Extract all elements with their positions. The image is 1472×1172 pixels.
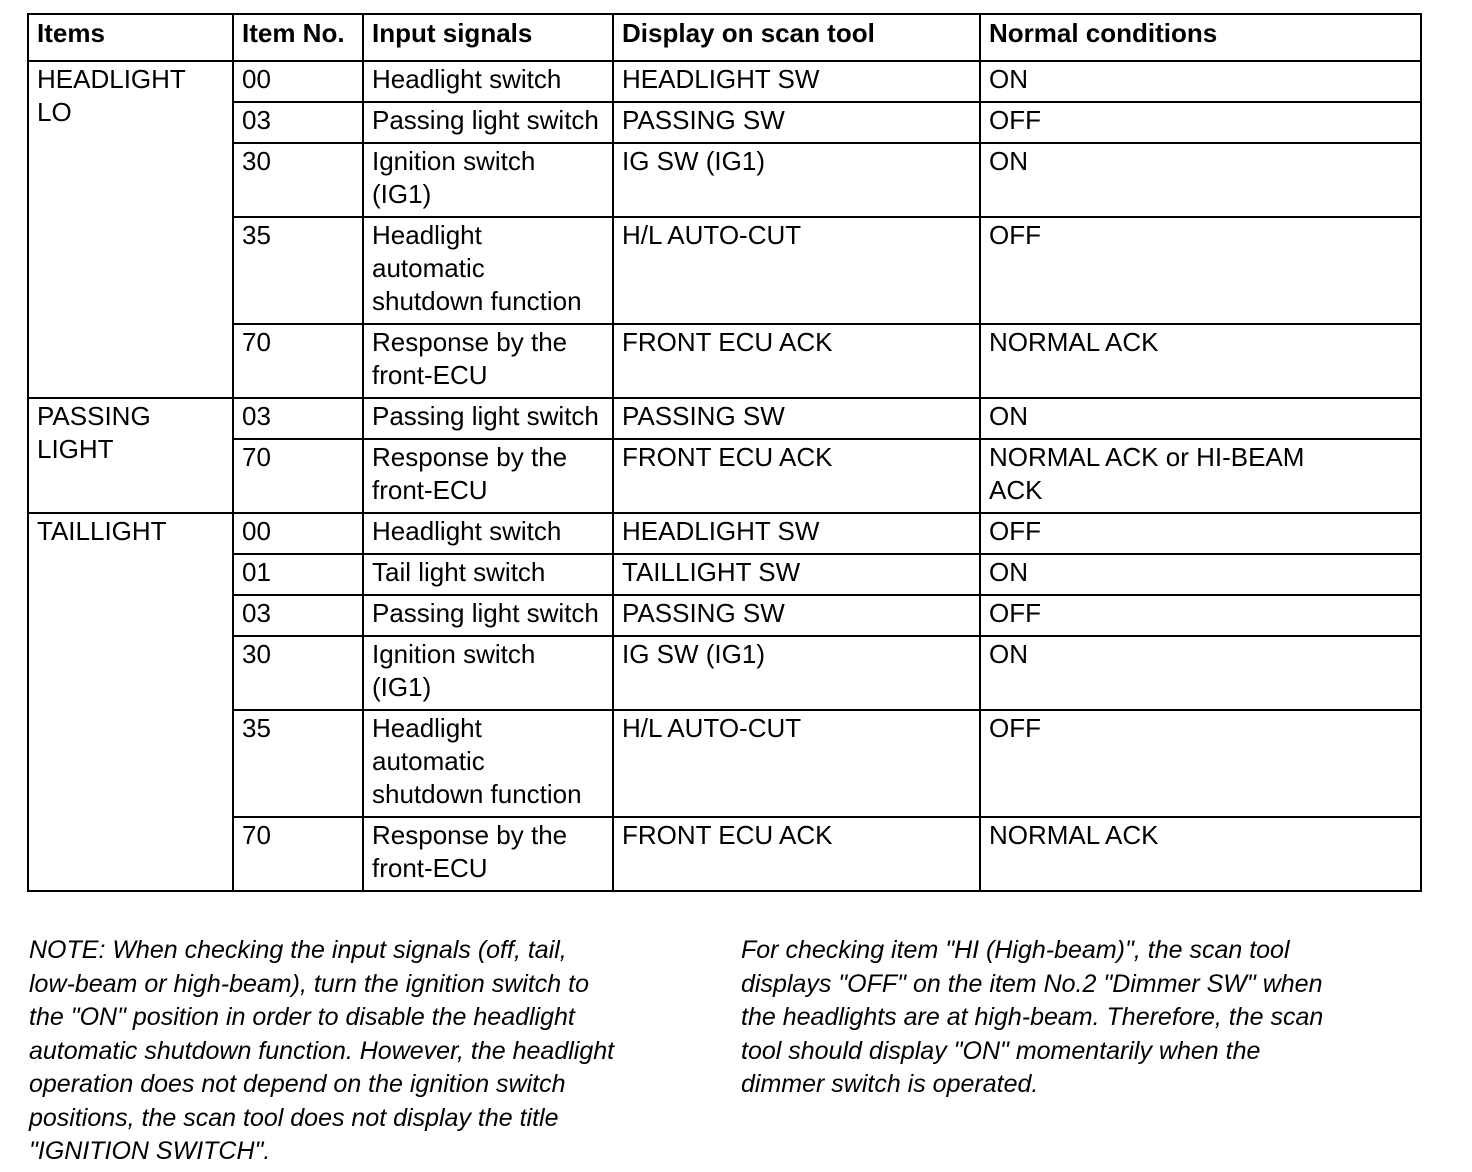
header-items: Items bbox=[28, 14, 233, 61]
item-no-cell: 03 bbox=[233, 102, 363, 143]
note-ignition-switch: NOTE: When checking the input signals (off, tail, low-beam or high-beam), turn the ignition switch to the "ON" position in order to disable the headlight automatic shutdown function. However, the headlight operation does not depend on the ignition switch positions, the scan tool does not display the title "IGNITION SWITCH". bbox=[29, 936, 615, 1165]
normal-condition-cell: NORMAL ACK or HI-BEAM ACK bbox=[980, 439, 1421, 513]
item-no-cell: 30 bbox=[233, 636, 363, 710]
input-signal-cell: Headlight automatic shutdown function bbox=[363, 217, 613, 324]
display-cell: H/L AUTO-CUT bbox=[613, 217, 980, 324]
normal-condition-cell: OFF bbox=[980, 217, 1421, 324]
header-normal-conditions: Normal conditions bbox=[980, 14, 1421, 61]
item-no-cell: 70 bbox=[233, 324, 363, 398]
table-row bbox=[28, 61, 1421, 102]
item-group-label: HEADLIGHT LO bbox=[28, 61, 233, 398]
item-no-cell: 03 bbox=[233, 595, 363, 636]
display-cell: H/L AUTO-CUT bbox=[613, 710, 980, 817]
normal-condition-cell: ON bbox=[980, 61, 1421, 102]
display-cell: IG SW (IG1) bbox=[613, 636, 980, 710]
normal-condition-cell: OFF bbox=[980, 595, 1421, 636]
display-cell: IG SW (IG1) bbox=[613, 143, 980, 217]
normal-condition-cell: ON bbox=[980, 143, 1421, 217]
table-row bbox=[28, 143, 1421, 217]
table-row bbox=[28, 217, 1421, 324]
input-signal-cell: Headlight automatic shutdown function bbox=[363, 710, 613, 817]
input-signal-cell: Response by the front-ECU bbox=[363, 439, 613, 513]
display-cell: HEADLIGHT SW bbox=[613, 513, 980, 554]
normal-condition-cell: ON bbox=[980, 636, 1421, 710]
input-signal-cell: Passing light switch bbox=[363, 398, 613, 439]
display-cell: PASSING SW bbox=[613, 398, 980, 439]
normal-condition-cell: NORMAL ACK bbox=[980, 817, 1421, 891]
table-row bbox=[28, 817, 1421, 891]
table-row bbox=[28, 595, 1421, 636]
header-input-signals: Input signals bbox=[363, 14, 613, 61]
input-signal-cell: Passing light switch bbox=[363, 102, 613, 143]
table-row bbox=[28, 324, 1421, 398]
input-signal-cell: Ignition switch (IG1) bbox=[363, 143, 613, 217]
input-signal-cell: Passing light switch bbox=[363, 595, 613, 636]
item-group-label: PASSING LIGHT bbox=[28, 398, 233, 513]
table-row bbox=[28, 710, 1421, 817]
item-no-cell: 01 bbox=[233, 554, 363, 595]
input-signal-cell: Response by the front-ECU bbox=[363, 817, 613, 891]
display-cell: TAILLIGHT SW bbox=[613, 554, 980, 595]
item-no-cell: 70 bbox=[233, 817, 363, 891]
item-no-cell: 30 bbox=[233, 143, 363, 217]
input-signal-cell: Tail light switch bbox=[363, 554, 613, 595]
table-row bbox=[28, 513, 1421, 554]
display-cell: FRONT ECU ACK bbox=[613, 439, 980, 513]
item-group-label: TAILLIGHT bbox=[28, 513, 233, 891]
item-no-cell: 00 bbox=[233, 61, 363, 102]
input-signal-cell: Response by the front-ECU bbox=[363, 324, 613, 398]
normal-condition-cell: ON bbox=[980, 398, 1421, 439]
input-signal-table bbox=[27, 13, 1422, 892]
item-no-cell: 70 bbox=[233, 439, 363, 513]
table-header-row bbox=[28, 14, 1421, 61]
display-cell: HEADLIGHT SW bbox=[613, 61, 980, 102]
normal-condition-cell: NORMAL ACK bbox=[980, 324, 1421, 398]
item-no-cell: 35 bbox=[233, 217, 363, 324]
table-row bbox=[28, 102, 1421, 143]
display-cell: FRONT ECU ACK bbox=[613, 324, 980, 398]
display-cell: FRONT ECU ACK bbox=[613, 817, 980, 891]
table-row bbox=[28, 554, 1421, 595]
header-item-no: Item No. bbox=[233, 14, 363, 61]
table-row bbox=[28, 398, 1421, 439]
item-no-cell: 35 bbox=[233, 710, 363, 817]
header-display-on-scan-tool: Display on scan tool bbox=[613, 14, 980, 61]
display-cell: PASSING SW bbox=[613, 595, 980, 636]
item-no-cell: 03 bbox=[233, 398, 363, 439]
normal-condition-cell: OFF bbox=[980, 710, 1421, 817]
table-row bbox=[28, 439, 1421, 513]
normal-condition-cell: ON bbox=[980, 554, 1421, 595]
input-signal-cell: Headlight switch bbox=[363, 61, 613, 102]
table-row bbox=[28, 636, 1421, 710]
display-cell: PASSING SW bbox=[613, 102, 980, 143]
normal-condition-cell: OFF bbox=[980, 102, 1421, 143]
normal-condition-cell: OFF bbox=[980, 513, 1421, 554]
note-high-beam-check: For checking item "HI (High-beam)", the scan tool displays "OFF" on the item No.2 "Dimmer SW" when the headlights are at high-beam. Therefore, the scan tool should display "ON" momentarily when the dimmer switch is operated. bbox=[741, 936, 1324, 1098]
input-signal-cell: Headlight switch bbox=[363, 513, 613, 554]
input-signal-cell: Ignition switch (IG1) bbox=[363, 636, 613, 710]
item-no-cell: 00 bbox=[233, 513, 363, 554]
